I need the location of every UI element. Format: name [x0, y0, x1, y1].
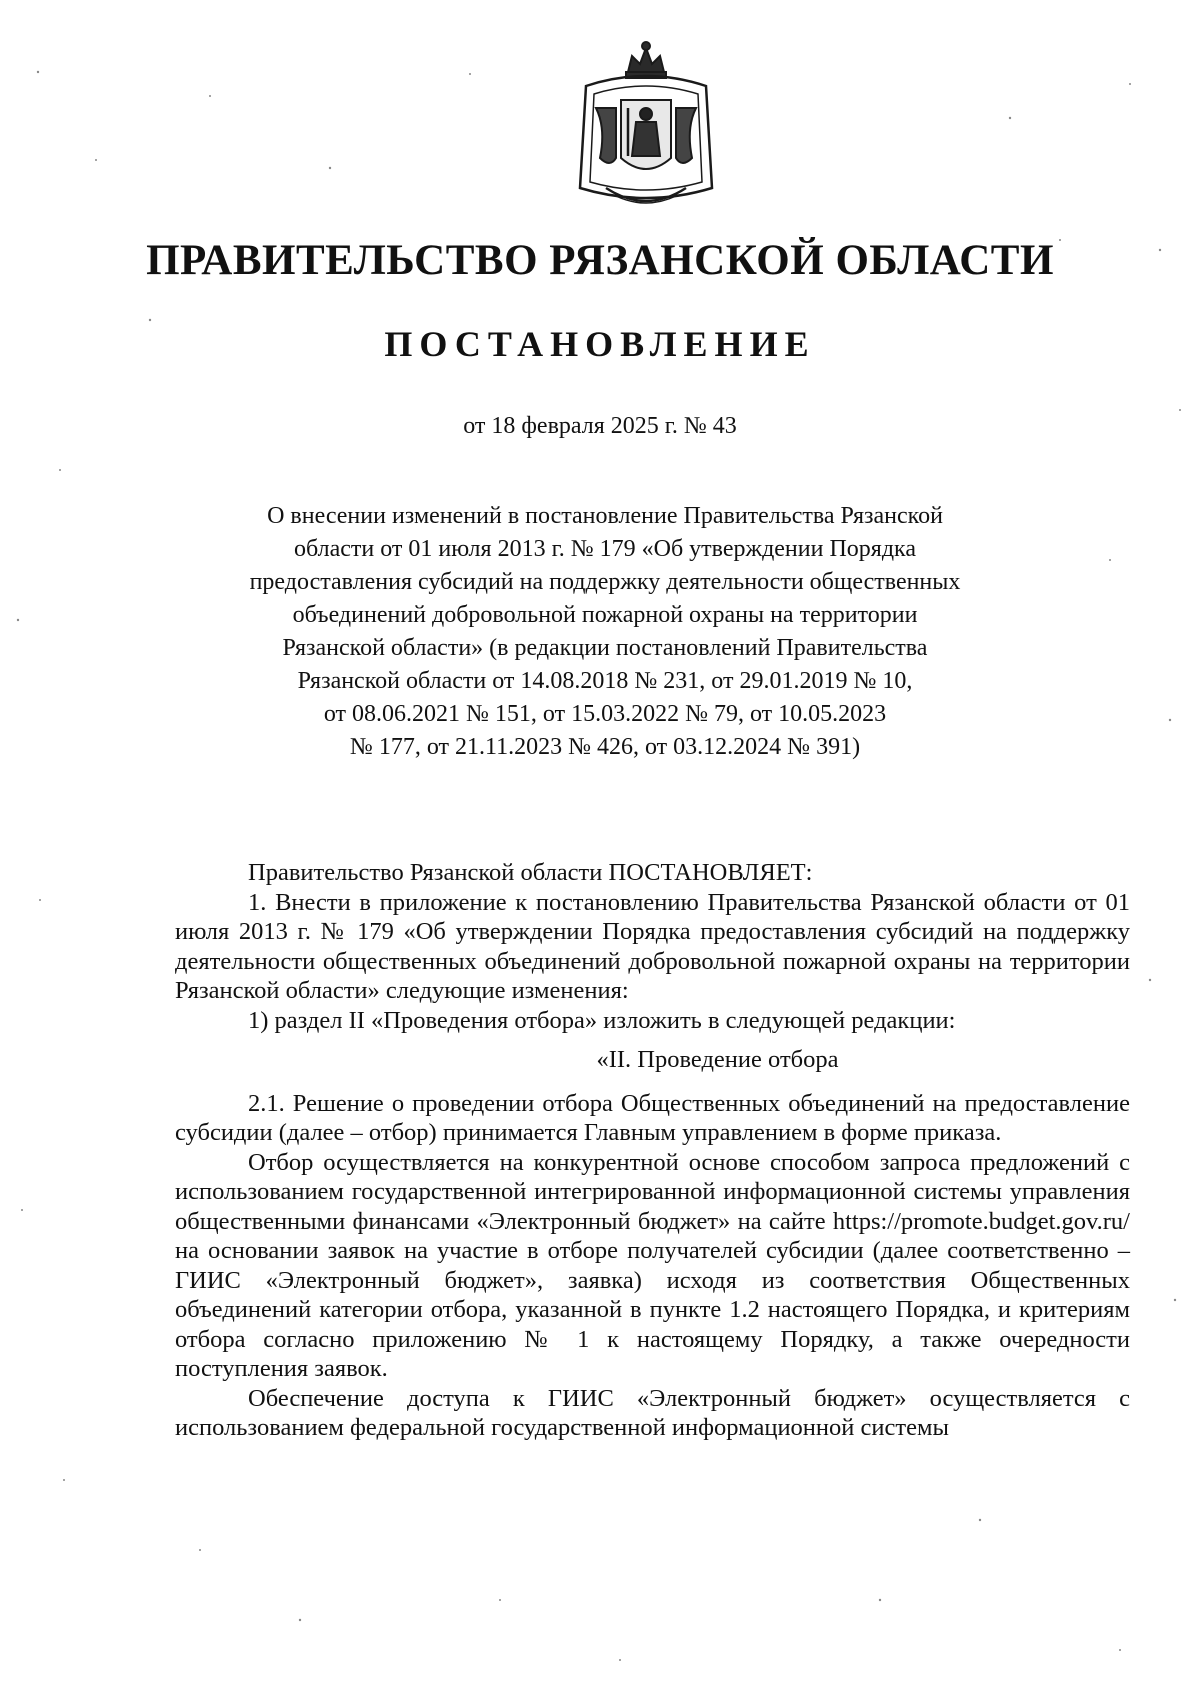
- section-heading: «II. Проведение отбора: [596, 1046, 839, 1073]
- subject-line: Рязанской области» (в редакции постановлений Правительства: [282, 635, 928, 661]
- paragraph-selection: Отбор осуществляется на конкурентной основе способом запроса предложений с использованием государственной интегрированной информационной системы управления общественными финансами «Электронный бюджет» на сайте https://promote.budget.gov.ru/ на основании заявок на участие в отборе получателей субсидии (далее соответственно – ГИИС «Электронный бюджет», заявка) исходя из соответствия Общественных объединений категории отбора, указанной в пункте 1.2 настоящего Порядка, и критериям отбора согласно приложению № 1 к настоящему Порядку, а также очередности поступления заявок.: [175, 1148, 1130, 1382]
- subject-line: № 177, от 21.11.2023 № 426, от 03.12.2024 № 391): [349, 734, 861, 760]
- document-body: [175, 858, 1130, 1443]
- subject-line: от 08.06.2021 № 151, от 15.03.2022 № 79, от 10.05.2023: [323, 701, 887, 727]
- subject-line: О внесении изменений в постановление Правительства Рязанской: [267, 503, 943, 529]
- paragraph-access: Обеспечение доступа к ГИИС «Электронный бюджет» осуществляется с использованием федеральной государственной информационной системы: [175, 1384, 1130, 1441]
- subitem-1: 1) раздел II «Проведения отбора» изложить в следующей редакции:: [248, 1006, 956, 1034]
- subject-line: области от 01 июля 2013 г. № 179 «Об утверждении Порядка: [293, 536, 916, 562]
- coat-of-arms-icon: [566, 38, 726, 216]
- resolution-intro: Правительство Рязанской области ПОСТАНОВЛЯЕТ:: [248, 859, 813, 886]
- paragraph-2-1: 2.1. Решение о проведении отбора Общественных объединений на предоставление субсидии (далее – отбор) принимается Главным управлением в форме приказа.: [175, 1089, 1130, 1146]
- document-date-number: от 18 февраля 2025 г. № 43: [463, 413, 737, 439]
- item-1: 1. Внести в приложение к постановлению Правительства Рязанской области от 01 июля 2013 г. № 179 «Об утверждении Порядка предоставления субсидий на поддержку деятельности общественных объединений добровольной пожарной охраны на территории Рязанской области» следующие изменения:: [175, 888, 1130, 1004]
- subject-line: Рязанской области от 14.08.2018 № 231, от 29.01.2019 № 10,: [297, 668, 913, 694]
- document-subject: [190, 500, 1020, 764]
- government-title: ПРАВИТЕЛЬСТВО РЯЗАНСКОЙ ОБЛАСТИ: [146, 237, 1054, 284]
- document-type: ПОСТАНОВЛЕНИЕ: [384, 324, 816, 364]
- subject-line: объединений добровольной пожарной охраны на территории: [292, 602, 918, 628]
- subject-line: предоставления субсидий на поддержку деятельности общественных: [249, 569, 961, 595]
